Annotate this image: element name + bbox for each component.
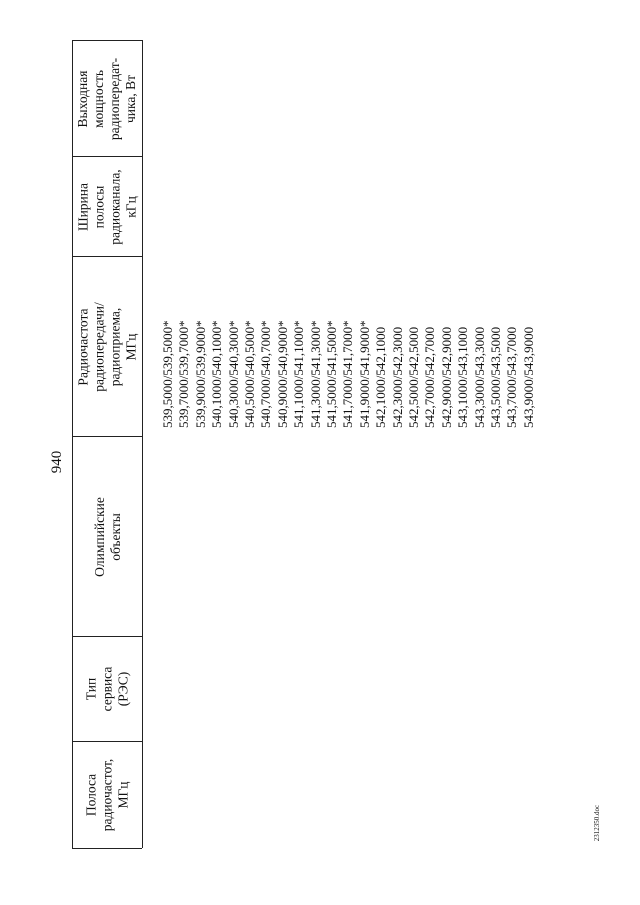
header-cell-power — [73, 41, 142, 156]
frequency-value: 540,5000/540,5000* — [242, 320, 257, 428]
header-cell-frequency — [73, 257, 142, 436]
frequency-value: 541,3000/541,3000* — [307, 320, 323, 428]
frequency-value: 543,5000/543,5000 — [488, 326, 503, 428]
header-cell-band — [73, 742, 142, 848]
page-number: 940 — [49, 450, 65, 474]
frequency-value: 542,7000/542,7000 — [422, 326, 438, 428]
table-header-body-divider — [142, 40, 143, 848]
header-cell-bandwidth — [73, 157, 142, 256]
header-cell-venues — [73, 437, 142, 636]
header-bandwidth-label: Ширина полосы радиоканала, кГц — [75, 168, 139, 245]
table-border-bottom — [72, 848, 142, 849]
frequency-value: 543,3000/543,3000 — [471, 326, 487, 428]
frequency-value: 542,9000/542,9000 — [438, 326, 454, 428]
frequency-value: 543,7000/543,7000 — [504, 326, 520, 428]
frequency-value: 540,9000/540,9000* — [274, 320, 290, 428]
frequency-value: 541,9000/541,9000* — [356, 320, 372, 428]
document-reference: 2312350.doc — [593, 804, 601, 842]
header-frequency-label: Радиочастота радиопередачи/ радиоприема, МГц — [75, 301, 139, 392]
frequency-value: 540,3000/540,3000* — [225, 320, 241, 428]
frequency-list — [160, 260, 560, 440]
frequency-value: 542,5000/542,5000 — [406, 326, 421, 428]
header-venues-label: Олимпийские объекты — [91, 496, 123, 577]
frequency-value: 542,1000/542,1000 — [373, 326, 389, 428]
header-service-label: Тип сервиса (РЭС) — [83, 666, 131, 712]
frequency-value: 541,5000/541,5000* — [324, 320, 339, 428]
header-cell-service — [73, 637, 142, 741]
frequency-value: 539,5000/539,5000* — [160, 320, 175, 428]
header-power-label: Выходная мощность радиопередат- чика, Вт — [75, 57, 139, 140]
frequency-value: 540,1000/540,1000* — [209, 320, 225, 428]
frequency-value: 541,1000/541,1000* — [291, 320, 307, 428]
frequency-value: 542,3000/542,3000 — [389, 326, 405, 428]
frequency-value: 541,7000/541,7000* — [340, 320, 356, 428]
frequency-value: 540,7000/540,7000* — [258, 320, 274, 428]
frequency-value: 543,9000/543,9000 — [520, 326, 536, 428]
frequency-value: 543,1000/543,1000 — [455, 326, 471, 428]
frequency-value: 539,7000/539,7000* — [176, 320, 192, 428]
frequency-value: 539,9000/539,9000* — [192, 320, 208, 428]
header-band-label: Полоса радиочастот, МГц — [83, 758, 131, 832]
